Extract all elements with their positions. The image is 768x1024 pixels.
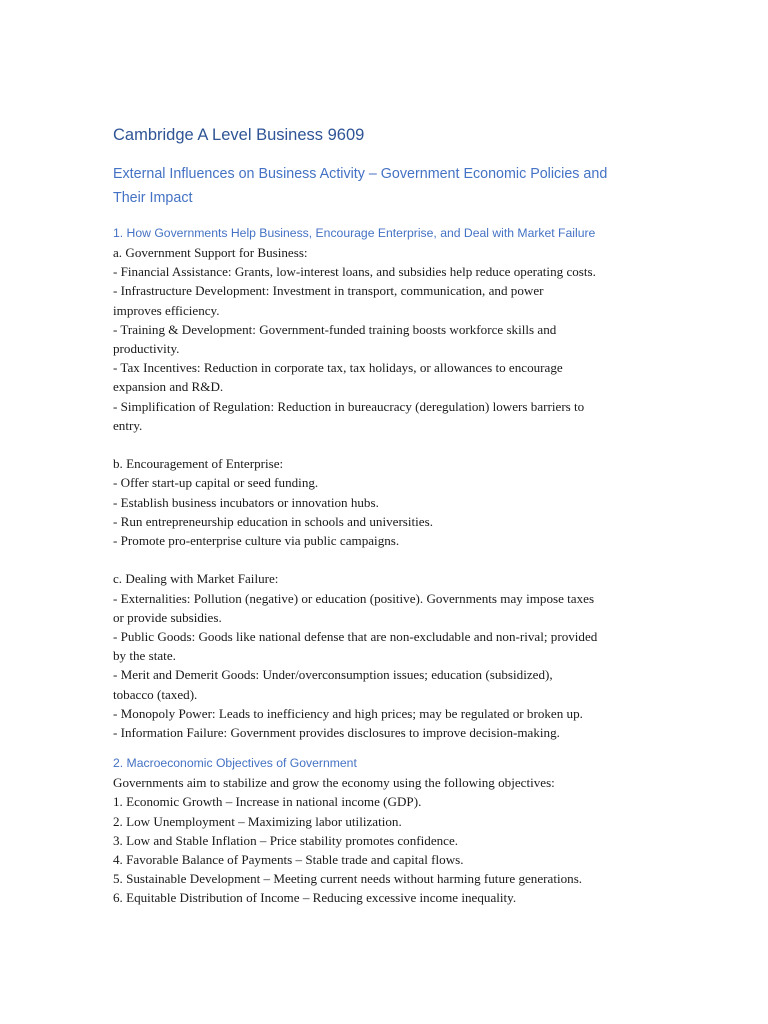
section-1 bbox=[113, 224, 658, 742]
text-line: - Public Goods: Goods like national defense that are non-excludable and non-rival; provided bbox=[113, 629, 598, 645]
blank-line bbox=[113, 435, 658, 454]
text-line: a. Government Support for Business: bbox=[113, 245, 308, 260]
text-line: - Offer start-up capital or seed funding. bbox=[113, 475, 319, 491]
text-line: 2. Low Unemployment – Maximizing labor utilization. bbox=[113, 813, 402, 829]
section-2 bbox=[113, 754, 658, 907]
text-line: - Merit and Demerit Goods: Under/overconsumption issues; education (subsidized), bbox=[113, 667, 553, 683]
text-line: entry. bbox=[113, 417, 143, 433]
text-line: - Externalities: Pollution (negative) or education (positive). Governments may impose taxes bbox=[113, 590, 595, 606]
text-line: 5. Sustainable Development – Meeting current needs without harming future generations. bbox=[113, 871, 583, 887]
text-line: 1. Economic Growth – Increase in national income (GDP). bbox=[113, 794, 422, 810]
text-line: Governments aim to stabilize and grow the economy using the following objectives: bbox=[113, 775, 555, 791]
text-line: - Financial Assistance: Grants, low-interest loans, and subsidies help reduce operating costs. bbox=[113, 264, 596, 280]
section-2-body bbox=[113, 773, 658, 907]
subtitle-line: External Influences on Business Activity – Government Economic Policies and bbox=[113, 166, 608, 182]
section-1-heading: 1. How Governments Help Business, Encourage Enterprise, and Deal with Market Failure bbox=[113, 226, 596, 240]
section-1-body bbox=[113, 243, 658, 742]
text-line: improves efficiency. bbox=[113, 302, 220, 318]
text-line: expansion and R&D. bbox=[113, 379, 224, 395]
text-line: - Run entrepreneurship education in schools and universities. bbox=[113, 513, 433, 529]
text-line: 4. Favorable Balance of Payments – Stable trade and capital flows. bbox=[113, 852, 464, 868]
text-line: 3. Low and Stable Inflation – Price stability promotes confidence. bbox=[113, 832, 459, 848]
section-2-heading: 2. Macroeconomic Objectives of Government bbox=[113, 756, 357, 771]
text-line: - Promote pro-enterprise culture via public campaigns. bbox=[113, 533, 400, 549]
document-subtitle bbox=[113, 162, 658, 210]
text-line: by the state. bbox=[113, 648, 176, 664]
document-title: Cambridge A Level Business 9609 bbox=[113, 126, 365, 144]
text-line: - Tax Incentives: Reduction in corporate tax, tax holidays, or allowances to encourage bbox=[113, 360, 563, 376]
text-line: b. Encouragement of Enterprise: bbox=[113, 456, 284, 472]
text-line: tobacco (taxed). bbox=[113, 686, 198, 702]
text-line: - Establish business incubators or innovation hubs. bbox=[113, 494, 379, 510]
text-line: productivity. bbox=[113, 341, 180, 357]
text-line: or provide subsidies. bbox=[113, 609, 222, 625]
text-line: - Infrastructure Development: Investment in transport, communication, and power bbox=[113, 283, 544, 299]
text-line: 6. Equitable Distribution of Income – Reducing excessive income inequality. bbox=[113, 890, 517, 906]
blank-line bbox=[113, 550, 658, 569]
text-line: - Simplification of Regulation: Reduction in bureaucracy (deregulation) lowers barriers to bbox=[113, 398, 585, 414]
document-page bbox=[113, 124, 658, 908]
text-line: - Information Failure: Government provides disclosures to improve decision-making. bbox=[113, 725, 560, 741]
text-line: - Monopoly Power: Leads to inefficiency and high prices; may be regulated or broken up. bbox=[113, 705, 583, 721]
subtitle-line: Their Impact bbox=[113, 190, 193, 206]
text-line: - Training & Development: Government-funded training boosts workforce skills and bbox=[113, 321, 557, 337]
text-line: c. Dealing with Market Failure: bbox=[113, 571, 279, 587]
